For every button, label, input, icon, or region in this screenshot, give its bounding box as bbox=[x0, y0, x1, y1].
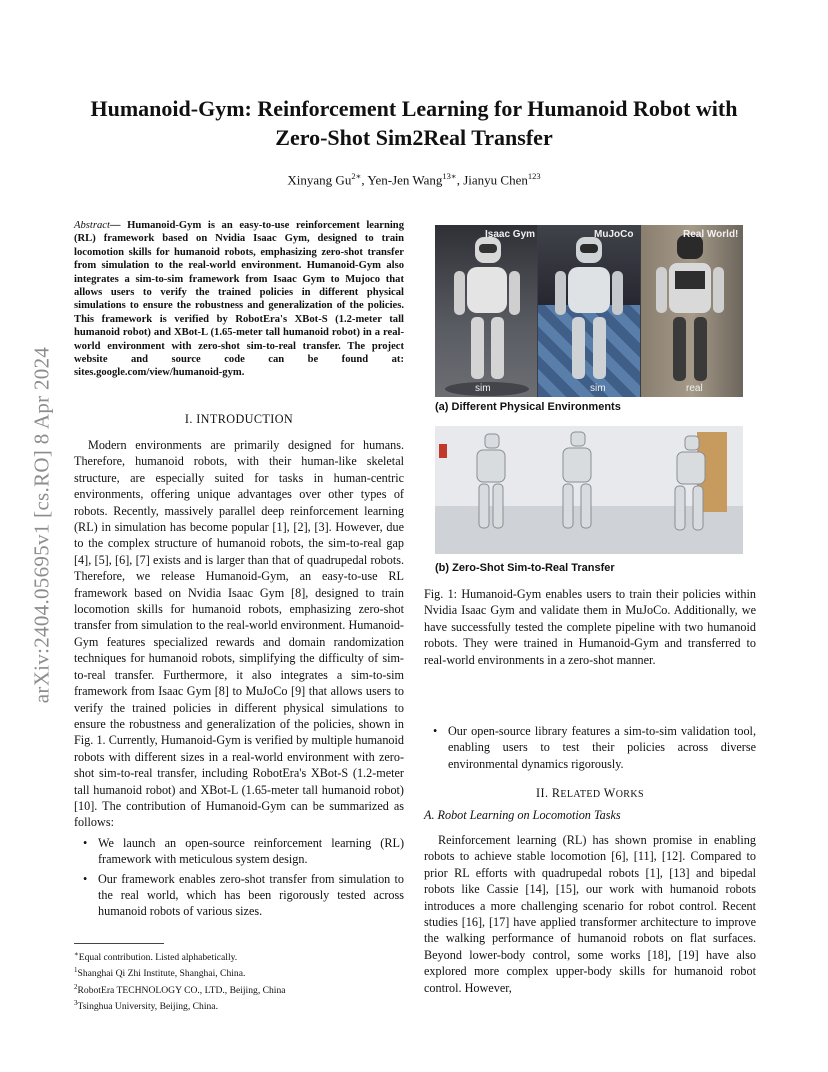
footnote bbox=[74, 997, 404, 1013]
arxiv-sidebar-stamp bbox=[22, 290, 62, 760]
humanoid-robot-illustration bbox=[641, 225, 743, 397]
contribution-list bbox=[74, 835, 404, 920]
author-name: Xinyang Gu bbox=[287, 172, 352, 188]
panel-bottom-label: real bbox=[686, 383, 703, 394]
heading-part: W bbox=[600, 786, 616, 800]
panel-mujoco bbox=[538, 225, 640, 397]
footnote-text: RobotEra TECHNOLOGY CO., LTD., Beijing, China bbox=[77, 984, 286, 996]
subcaption-a: (a) Different Physical Environments bbox=[435, 401, 621, 413]
author-list bbox=[70, 171, 758, 188]
figure-physical-environments bbox=[435, 225, 743, 397]
abstract-dash: — bbox=[109, 220, 121, 231]
panel-bottom-label: sim bbox=[590, 383, 606, 394]
panel-isaac-gym bbox=[435, 225, 537, 397]
author-separator: , bbox=[456, 172, 464, 188]
contribution-list-continued bbox=[424, 723, 756, 775]
heading-part: ORKS bbox=[615, 789, 644, 800]
author-name: Yen-Jen Wang bbox=[367, 172, 443, 188]
humanoid-robot-illustration bbox=[538, 225, 640, 397]
walking-robots-photo bbox=[435, 426, 743, 554]
related-works-body bbox=[424, 832, 756, 996]
humanoid-robot-illustration bbox=[435, 225, 537, 397]
arxiv-id-text: arXiv:2404.05695v1 [cs.RO] 8 Apr 2024 bbox=[29, 346, 54, 704]
panel-bottom-label: sim bbox=[475, 383, 491, 394]
figure-caption: Fig. 1: Humanoid-Gym enables users to train their policies within Nvidia Isaac Gym and validate them in MuJoCo. Additionally, we have successfully tested the complete pipeline with two humanoid robots. They were trained in Humanoid-Gym and transferred to real-world environments in a zero-shot manner. bbox=[424, 587, 756, 667]
footnote-mark: ∗ bbox=[74, 950, 79, 958]
title-line-2: Zero-Shot Sim2Real Transfer bbox=[275, 125, 553, 150]
subcaption-b: (b) Zero-Shot Sim-to-Real Transfer bbox=[435, 562, 615, 574]
title-line-1: Humanoid-Gym: Reinforcement Learning for Humanoid Robot with bbox=[90, 96, 738, 121]
footnote bbox=[74, 981, 404, 997]
heading-part: II. R bbox=[536, 786, 561, 800]
author-separator: , bbox=[361, 172, 368, 188]
section-heading-related-works bbox=[424, 786, 756, 801]
list-item: • Our open-source library features a sim-to-sim validation tool, enabling users to test their policies across diverse environmental dynamics rigorously. bbox=[448, 723, 756, 772]
introduction-body bbox=[74, 437, 404, 923]
footnote-rule bbox=[74, 943, 164, 944]
footnote-text: Tsinghua University, Beijing, China. bbox=[77, 1001, 218, 1013]
panel-label: MuJoCo bbox=[594, 229, 634, 240]
footnote-mark: 3 bbox=[74, 999, 78, 1008]
panel-real-world bbox=[641, 225, 743, 397]
abstract-text: Humanoid-Gym is an easy-to-use reinforcement learning (RL) framework based on Nvidia Isaac Gym, designed to train locomotion skills for humanoid robots, emphasizing zero-shot transfer from simulation to the real-world environment. Humanoid-Gym also integrates a sim-to-sim framework from Isaac Gym to Mujoco that allows users to verify the trained policies in different physical simulations to ensure the robustness and generalization of the policies. This framework is verified by RobotEra's XBot-S (1.2-meter tall humanoid robot) and XBot-L (1.65-meter tall humanoid robot) in a real-world environment with zero-shot sim-to-real transfer. The project website and source code can be found at: sites.google.com/view/humanoid-gym. bbox=[74, 220, 404, 379]
intro-paragraph: Modern environments are primarily designed for humans. Therefore, humanoid robots, with their human-like skeletal structure, are especially suited for tasks in human-centric environments, offering unique advantages over other types of robots. Recently, massively parallel deep reinforcement learning (RL) in simulation has become popular [1], [2], [3]. However, due to the complex structure of humanoid robots, the sim-to-real gap [4], [5], [6], [7] exists and is larger than that of quadrupedal robots. Therefore, we release Humanoid-Gym, an easy-to-use RL framework based on Nvidia Isaac Gym [8], designed to train locomotion skills for humanoid robots, emphasizing zero-shot transfer from simulation to the real-world environment. Humanoid-Gym features specialized rewards and domain randomization techniques for humanoid robots, simplifying the difficulty of sim-to-real transfer. Furthermore, it also integrates a sim-to-sim framework from Isaac Gym [8] to MuJoCo [9] that allows users to verify the trained policies in different physical simulations to ensure the robustness and generalization of the policies, shown in Fig. 1. Currently, Humanoid-Gym is verified by multiple humanoid robots with different sizes in a real-world environment with zero-shot sim-to-real transfer, including RobotEra's XBot-S (1.2-meter tall humanoid robot) and XBot-L (1.65-meter tall humanoid robot) [10]. The contribution of Humanoid-Gym can be summarized as follows: bbox=[74, 438, 404, 830]
figure-zero-shot-transfer bbox=[435, 426, 743, 554]
footnote-mark: 1 bbox=[74, 966, 78, 975]
footnote bbox=[74, 948, 404, 964]
footnote bbox=[74, 964, 404, 980]
footnote-text: Equal contribution. Listed alphabetically. bbox=[78, 952, 238, 964]
related-paragraph: Reinforcement learning (RL) has shown promise in enabling robots to achieve stable locomotion [6], [11], [12]. Compared to prior RL efforts with quadrupedal robots [1], [13] and bipedal robots like Cassie [14], [15], our work with humanoid robots introduces a more challenging scenario for robot control. Recent studies [16], [17] have applied transformer architecture to improve the walking performance of humanoid robots on flat surfaces. Beyond lower-body control, some works [18], [19] have also explored more complex upper-body skills for humanoid robot control. However, bbox=[424, 833, 756, 995]
panel-label: Isaac Gym bbox=[485, 229, 536, 240]
list-item: • We launch an open-source reinforcement learning (RL) framework with meticulous system design. bbox=[98, 835, 404, 868]
author-name: Jianyu Chen bbox=[463, 172, 528, 188]
footnote-mark: 2 bbox=[74, 982, 78, 991]
abstract bbox=[74, 219, 404, 380]
section-heading-introduction: I. INTRODUCTION bbox=[184, 412, 294, 426]
author-affiliation: 123 bbox=[527, 171, 541, 181]
footnotes bbox=[74, 943, 404, 1014]
footnote-text: Shanghai Qi Zhi Institute, Shanghai, China. bbox=[77, 968, 246, 980]
author-affiliation: 13∗ bbox=[442, 171, 457, 181]
list-item: • Our framework enables zero-shot transfer from simulation to the real world, which has been rigorously tested across humanoid robots of various sizes. bbox=[98, 871, 404, 920]
panel-label: Real World! bbox=[683, 229, 739, 240]
paper-title bbox=[70, 94, 758, 152]
heading-part: ELATED bbox=[560, 789, 601, 800]
author-affiliation: 2∗ bbox=[351, 171, 362, 181]
abstract-label: Abstract bbox=[74, 220, 110, 231]
subsection-heading: A. Robot Learning on Locomotion Tasks bbox=[424, 808, 621, 822]
